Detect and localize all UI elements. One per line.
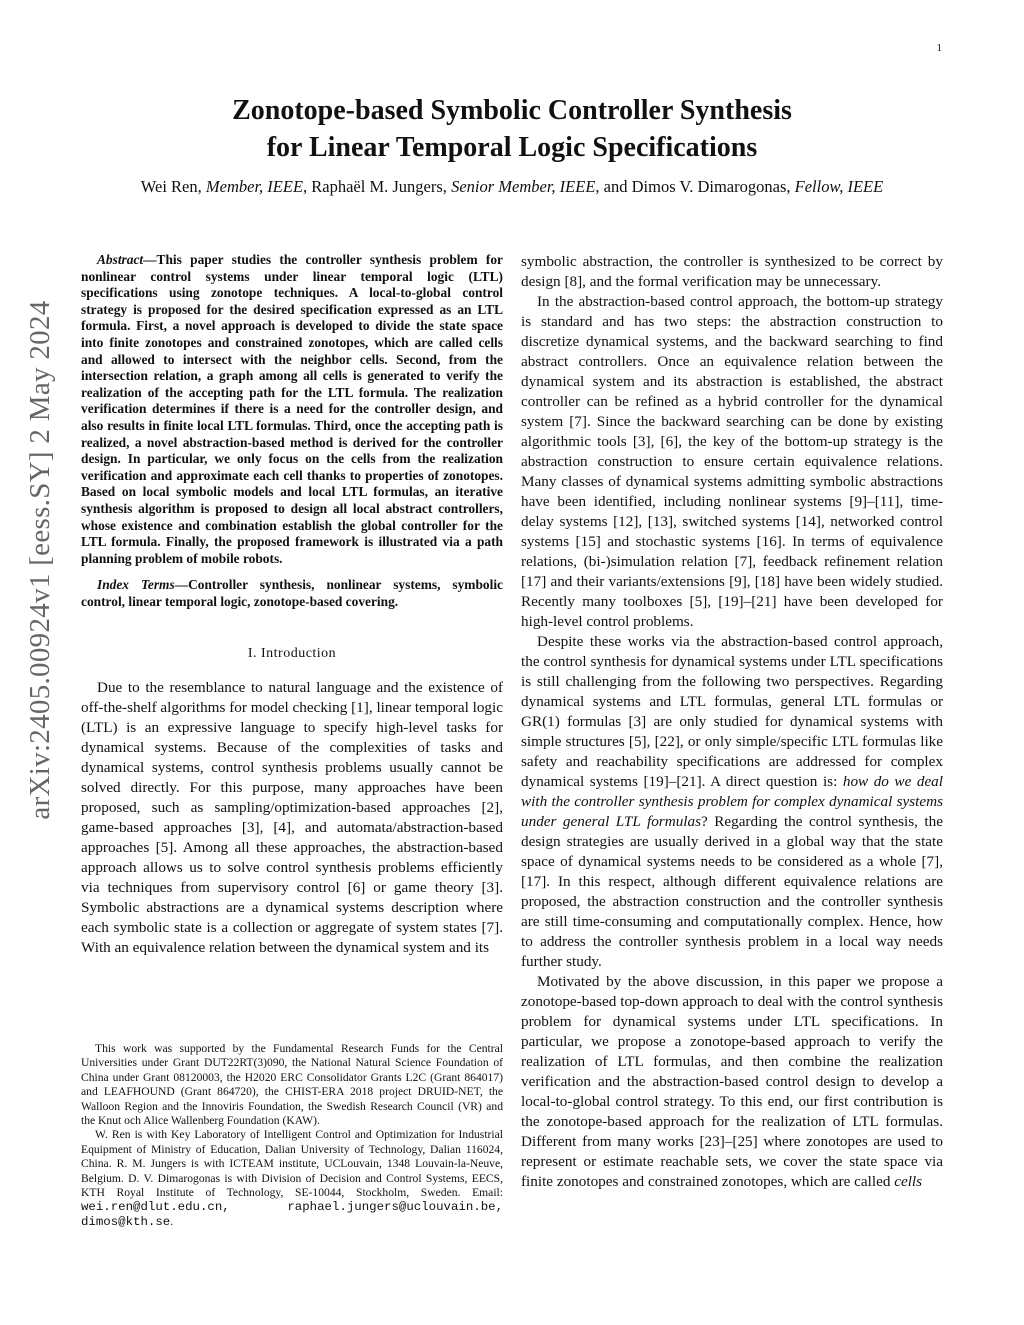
arxiv-identifier: arXiv:2405.00924v1 [eess.SY] 2 May 2024	[23, 300, 56, 820]
footnote-emails: wei.ren@dlut.edu.cn, raphael.jungers@uclouvain.be, dimos@kth.se	[81, 1200, 503, 1229]
left-column	[81, 252, 503, 958]
author-1-name: Wei Ren,	[140, 177, 206, 196]
footnote-end: .	[170, 1214, 174, 1228]
abstract	[81, 252, 503, 567]
index-terms-lead: Index Terms	[97, 577, 175, 593]
intro-paragraph-4-text: Motivated by the above discussion, in this paper we propose a zonotope-based top-down approach to deal with the control synthesis problem for dynamical systems under LTL specifications. In particular, we propose a zonotope-based approach to verify the realization of LTL formulas, and then combine the realization verification and the abstraction-based control design to develop a local-to-global control strategy. To this end, our first contribution is the zonotope-based approach for the realization of LTL formulas. Different from many works [23]–[25] where zonotopes are used to represent or estimate reachable sets, we cover the state space via finite zonotopes and constrained zonotopes, which are called	[521, 973, 943, 1190]
intro-paragraph-2: In the abstraction-based control approach, the bottom-up strategy is standard and has two steps: the abstraction construction to discretize dynamical systems, and the backward searching to find abstract controllers. Once an equivalence relation between the dynamical system and its abstraction is established, the abstract controller can be refined as a hybrid controller for the dynamical system [7]. Since the backward searching can be done by existing algorithmic tools [3], [6], the key of the bottom-up strategy is the abstraction construction to ensure certain equivalence relations. Many classes of dynamical systems admitting symbolic abstractions have been identified, including nonlinear systems [9]–[11], time-delay systems [12], [13], switched systems [14], networked control systems [15] and stochastic systems [16]. In terms of equivalence relations, (bi-)simulation relation [7], feedback refinement relation [17] and their variants/extensions [9], [18] have been widely studied. Recently many toolboxes [5], [19]–[21] have been developed for high-level control problems.	[521, 293, 943, 630]
intro-paragraph-3-question: how do we deal with the controller synthesis problem for complex dynamical systems under general LTL formulas	[521, 773, 943, 830]
abstract-text: —This paper studies the controller synthesis problem for nonlinear control systems under linear temporal logic (LTL) specifications using zonotope techniques. A local-to-global control strategy is proposed for the desired specification expressed as an LTL formula. First, a novel approach is developed to divide the state space into finite zonotopes and constrained zonotopes, which are called cells and allowed to intersect with the neighbor cells. Second, from the intersection relation, a graph among all cells is generated to verify the realization of the accepting path for the LTL formula. The realization verification determines if there is a need for the controller design, and also results in finite local LTL formulas. Third, once the accepting path is realized, a novel abstraction-based method is derived for the controller design. In particular, we only focus on the cells from the realization verification and approximate each cell thanks to properties of zonotopes. Based on local symbolic models and local LTL formulas, an iterative synthesis algorithm is proposed to design all local abstract controllers, whose existence and combination establish the global controller for the LTL formula. Finally, the proposed framework is illustrated via a path planning problem of mobile robots.	[81, 252, 503, 566]
section-heading-introduction: I. Introduction	[247, 646, 337, 662]
page-number: 1	[936, 42, 942, 54]
title-line-1: Zonotope-based Symbolic Controller Synthesis	[232, 95, 792, 126]
intro-paragraph-1: Due to the resemblance to natural language and the existence of off-the-shelf algorithms for model checking [1], linear temporal logic (LTL) is an expressive language to specify high-level tasks for dynamical systems. Because of the complexities of tasks and dynamical systems, control synthesis problems usually cannot be solved directly. For this purpose, many approaches have been proposed, such as sampling/optimization-based approaches [2], game-based approaches [3], [4], and automata/abstraction-based approaches [5]. Among all these approaches, the abstraction-based approach allows us to solve control synthesis problems efficiently via techniques from supervisory control [6] or game theory [3]. Symbolic abstractions are a dynamical systems description where each symbolic state is a collection or aggregate of system states [7]. With an equivalence relation between the dynamical system and its	[81, 679, 503, 957]
intro-paragraph-4-cells: cells	[894, 1173, 923, 1190]
intro-paragraph-3-part-a: Despite these works via the abstraction-based control approach, the control synthesis for dynamical systems under LTL specifications is still challenging from the following two perspectives. Regarding dynamical systems and LTL formulas, general LTL formulas or GR(1) formulas [3] are only studied for dynamical systems with simple structures [5], [22], or only simple/specific LTL formulas like safety and reachability specifications are addressed for complex dynamical systems [19]–[21]. A direct question is:	[521, 633, 943, 790]
abstract-lead: Abstract	[97, 252, 144, 267]
intro-paragraph-3-part-b: ? Regarding the control synthesis, the design strategies are usually derived in a global way that the state space of dynamical systems needs to be considered as a whole [7], [17]. In this respect, although different equivalence relations are proposed, the abstraction construction and the controller synthesis are still time-consuming and computationally complex. Hence, how to address the controller synthesis problem in a local way needs further study.	[521, 813, 943, 970]
footnote	[81, 1042, 503, 1229]
intro-paragraph-4	[521, 972, 943, 1192]
right-column	[521, 252, 943, 1192]
index-terms-text: —Controller synthesis, nonlinear systems, symbolic control, linear temporal logic, zonotope-based covering.	[81, 577, 503, 609]
title-line-2: for Linear Temporal Logic Specifications	[266, 132, 758, 163]
author-3-name: , and Dimos V. Dimarogonas,	[595, 177, 795, 196]
author-2-role: Senior Member, IEEE	[451, 177, 596, 196]
paper-title	[0, 92, 1024, 166]
author-list	[0, 177, 1024, 197]
intro-paragraph-3	[521, 632, 943, 972]
author-1-role: Member, IEEE	[205, 177, 304, 196]
footnote-funding: This work was supported by the Fundamental Research Funds for the Central Universities under Grant DUT22RT(3)090, the National Natural Science Foundation of China under Grant 08120003, the H2020 ERC Consolidator Grants L2C (Grant 864017) and LEAFHOUND (Grant 864720), the CHIST-ERA 2018 project DRUID-NET, the Walloon Region and the Innoviris Foundation, the Swedish Research Council (VR) and the Knut och Alice Wallenberg Foundation (KAW).	[81, 1042, 503, 1128]
author-2-name: , Raphaël M. Jungers,	[303, 177, 452, 196]
author-3-role: Fellow, IEEE	[794, 177, 884, 196]
footnote-affiliations	[81, 1128, 503, 1229]
footnote-affiliations-text: W. Ren is with Key Laboratory of Intelligent Control and Optimization for Industrial Equipment of Ministry of Education, Dalian University of Technology, Dalian 116024, China. R. M. Jungers is with ICTEAM institute, UCLouvain, 1348 Louvain-la-Neuve, Belgium. D. V. Dimarogonas is with Division of Decision and Control Systems, EECS, KTH Royal Institute of Technology, SE-10044, Stockholm, Sweden. Email:	[81, 1128, 503, 1200]
index-terms	[81, 577, 503, 610]
intro-paragraph-1-continued: symbolic abstraction, the controller is synthesized to be correct by design [8], and the formal verification may be unnecessary.	[521, 253, 943, 290]
